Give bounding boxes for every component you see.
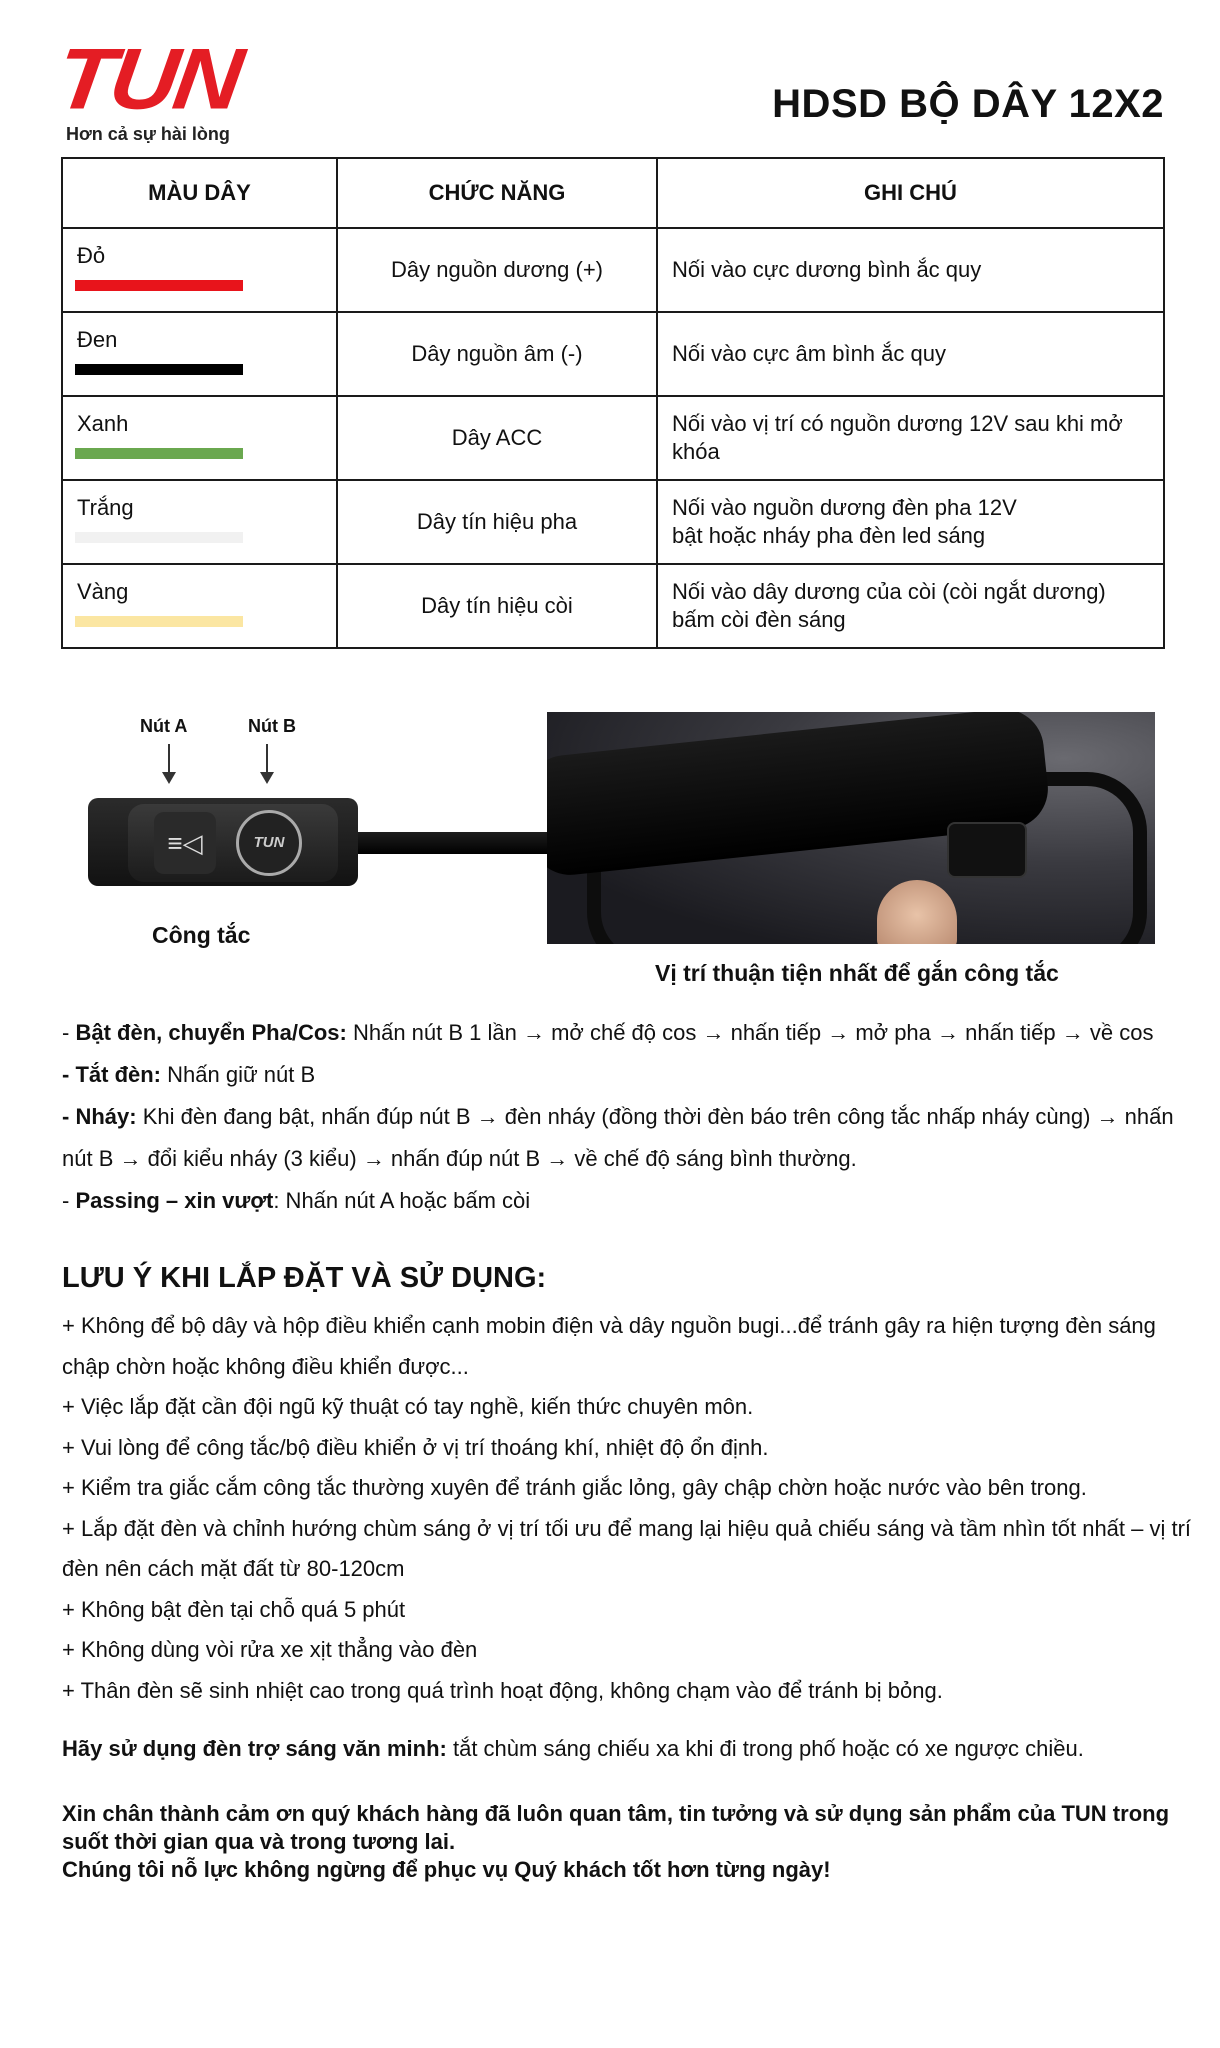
photo-caption: Vị trí thuận tiện nhất để gắn công tắc bbox=[655, 960, 1059, 986]
header-function: CHỨC NĂNG bbox=[337, 158, 657, 228]
instruction-item: - Passing – xin vượt: Nhấn nút A hoặc bấm còi bbox=[62, 1188, 531, 1213]
instruction-label: Bật đèn, chuyển Pha/Cos: bbox=[75, 1020, 347, 1045]
wire-note-line: Nối vào nguồn dương đèn pha 12V bbox=[672, 495, 1017, 520]
wire-color-swatch bbox=[75, 448, 243, 459]
instruction-item: - Bật đèn, chuyển Pha/Cos: Nhấn nút B 1 lần → mở chế độ cos → nhấn tiếp → mở pha → nhấn tiếp → về cos bbox=[62, 1020, 1154, 1045]
wire-note: Nối vào cực âm bình ắc quy bbox=[657, 312, 1164, 396]
wire-note: Nối vào cực dương bình ắc quy bbox=[657, 228, 1164, 312]
instruction-text: Nhấn giữ nút B bbox=[167, 1062, 316, 1087]
switch-caption: Công tắc bbox=[152, 922, 251, 948]
wire-function: Dây tín hiệu còi bbox=[337, 564, 657, 648]
brand-tagline: Hơn cả sự hài lòng bbox=[66, 124, 230, 144]
wire-color-swatch bbox=[75, 364, 243, 375]
switch-figure bbox=[80, 700, 540, 970]
note-item: + Kiểm tra giắc cắm công tắc thường xuyên để tránh giắc lỏng, gây chập chờn hoặc nước vào bên trong. bbox=[62, 1475, 1087, 1500]
civil-label: Hãy sử dụng đèn trợ sáng văn minh: bbox=[62, 1736, 447, 1761]
wire-note-line: bấm còi đèn sáng bbox=[672, 607, 846, 632]
thanks-message bbox=[62, 1800, 1202, 1884]
table-row bbox=[62, 312, 1164, 396]
note-item: + Việc lắp đặt cần đội ngũ kỹ thuật có tay nghề, kiến thức chuyên môn. bbox=[62, 1394, 754, 1419]
instructions bbox=[62, 1012, 1182, 1222]
instruction-label: Tắt đèn: bbox=[75, 1062, 162, 1087]
table-row bbox=[62, 396, 1164, 480]
arrow-down-icon bbox=[266, 744, 268, 780]
note-item: + Lắp đặt đèn và chỉnh hướng chùm sáng ở vị trí tối ưu để mang lại hiệu quả chiếu sáng và tầm nhìn tốt nhất – vị trí đèn nên cách mặt đất từ 80-120cm bbox=[62, 1515, 1192, 1581]
instruction-text: : Nhấn nút A hoặc bấm còi bbox=[273, 1188, 531, 1213]
wire-color-name: Xanh bbox=[77, 411, 129, 436]
wire-note: Nối vào vị trí có nguồn dương 12V sau khi mở khóa bbox=[657, 396, 1164, 480]
wire-color-swatch bbox=[75, 532, 243, 543]
header-color: MÀU DÂY bbox=[62, 158, 337, 228]
header-note: GHI CHÚ bbox=[657, 158, 1164, 228]
instruction-item: - Tắt đèn: Nhấn giữ nút B bbox=[62, 1062, 316, 1087]
civil-usage-note bbox=[62, 1736, 1202, 1762]
notes-heading: LƯU Ý KHI LẮP ĐẶT VÀ SỬ DỤNG: bbox=[62, 1262, 547, 1294]
table-row bbox=[62, 480, 1164, 564]
button-b-label: Nút B bbox=[248, 716, 296, 736]
instruction-item: - Nháy: Khi đèn đang bật, nhấn đúp nút B → đèn nháy (đồng thời đèn báo trên công tắc nhấp nháy cùng) → nhấn nút B → đổi kiểu nháy (3 kiểu) → nhấn đúp nút B → về chế độ sáng bình thường. bbox=[62, 1104, 1174, 1171]
table-header-row bbox=[62, 158, 1164, 228]
wire-color-name: Vàng bbox=[77, 579, 129, 604]
mount-photo bbox=[547, 712, 1155, 944]
wire-color-name: Trắng bbox=[77, 495, 134, 520]
notes-list bbox=[62, 1306, 1202, 1711]
table-row bbox=[62, 228, 1164, 312]
wire-color-swatch bbox=[75, 616, 243, 627]
brand-name: TUN bbox=[50, 30, 246, 127]
wire-color-cell bbox=[62, 480, 337, 564]
wire-function: Dây ACC bbox=[337, 396, 657, 480]
table-row bbox=[62, 564, 1164, 648]
wire-function: Dây nguồn dương (+) bbox=[337, 228, 657, 312]
note-item: + Vui lòng để công tắc/bộ điều khiển ở vị trí thoáng khí, nhiệt độ ổn định. bbox=[62, 1434, 769, 1460]
wire-function: Dây tín hiệu pha bbox=[337, 480, 657, 564]
wire-function: Dây nguồn âm (-) bbox=[337, 312, 657, 396]
headlight-icon: ≡◁ bbox=[154, 812, 216, 874]
instruction-text: Nhấn nút B 1 lần → mở chế độ cos → nhấn tiếp → mở pha → nhấn tiếp → về cos bbox=[352, 1020, 1154, 1045]
wire-note-line: bật hoặc nháy pha đèn led sáng bbox=[672, 523, 986, 548]
wire-color-swatch bbox=[75, 280, 243, 291]
wire-color-cell bbox=[62, 312, 337, 396]
wire-color-name: Đen bbox=[77, 327, 118, 352]
thanks-line: Chúng tôi nỗ lực không ngừng để phục vụ Quý khách tốt hơn từng ngày! bbox=[62, 1857, 831, 1882]
photo-switch-shape bbox=[947, 822, 1027, 878]
wire-note bbox=[657, 564, 1164, 648]
wire-color-cell bbox=[62, 228, 337, 312]
instruction-label: Nháy: bbox=[75, 1104, 137, 1129]
wire-color-cell bbox=[62, 564, 337, 648]
wire-color-cell bbox=[62, 396, 337, 480]
button-a-label: Nút A bbox=[140, 716, 188, 736]
civil-text: tắt chùm sáng chiếu xa khi đi trong phố hoặc có xe ngược chiều. bbox=[452, 1736, 1084, 1761]
arrow-down-icon bbox=[168, 744, 170, 780]
wire-color-name: Đỏ bbox=[77, 243, 106, 268]
brand-logo bbox=[50, 30, 262, 145]
note-item: + Không bật đèn tại chỗ quá 5 phút bbox=[62, 1596, 406, 1622]
instruction-label: Passing – xin vượt bbox=[75, 1188, 274, 1213]
note-item: + Thân đèn sẽ sinh nhiệt cao trong quá trình hoạt động, không chạm vào để tránh bị bỏng. bbox=[62, 1677, 943, 1703]
wire-table bbox=[61, 157, 1165, 649]
note-item: + Không dùng vòi rửa xe xịt thẳng vào đèn bbox=[62, 1637, 478, 1662]
page-title: HDSD BỘ DÂY 12X2 bbox=[772, 82, 1164, 126]
note-item: + Không để bộ dây và hộp điều khiển cạnh mobin điện và dây nguồn bugi...để tránh gây ra hiện tượng đèn sáng chập chờn hoặc không điều khiển được... bbox=[62, 1313, 1156, 1379]
wire-note bbox=[657, 480, 1164, 564]
instruction-text: Khi đèn đang bật, nhấn đúp nút B → đèn nháy (đồng thời đèn báo trên công tắc nhấp nháy cùng) → nhấn nút B → đổi kiểu nháy (3 kiểu) → nhấn đúp nút B → về chế độ sáng bình thường. bbox=[62, 1104, 1174, 1171]
tun-logo-button: TUN bbox=[236, 810, 302, 876]
wire-note-line: Nối vào dây dương của còi (còi ngắt dương) bbox=[672, 579, 1106, 604]
thanks-line: Xin chân thành cảm ơn quý khách hàng đã luôn quan tâm, tin tưởng và sử dụng sản phẩm của TUN trong suốt thời gian qua và trong tương lai. bbox=[62, 1801, 1170, 1854]
